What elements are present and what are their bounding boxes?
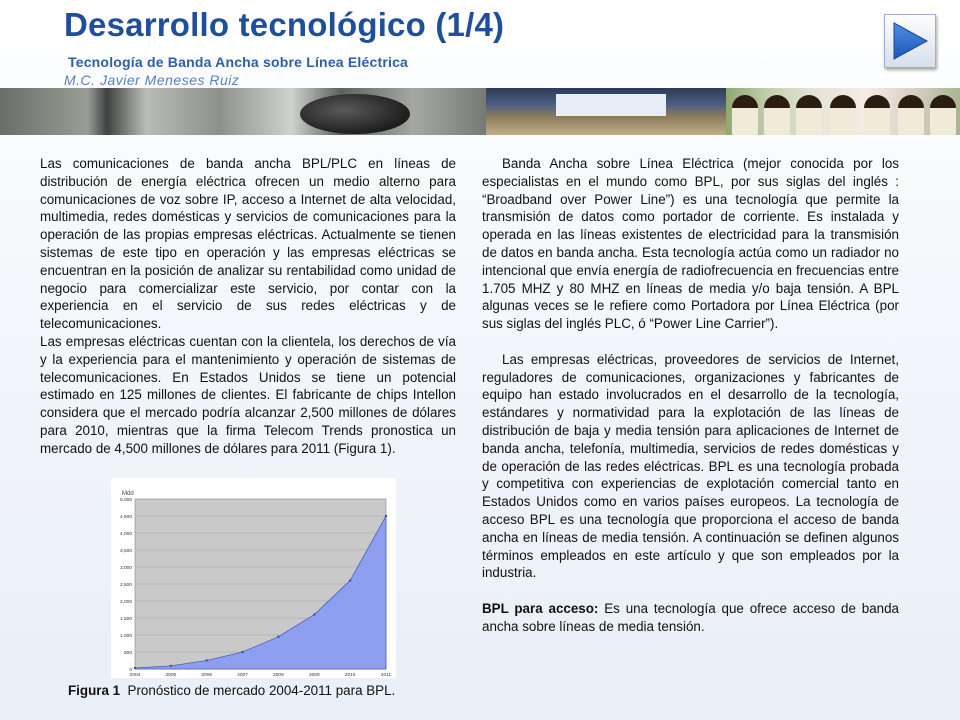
header-photo-strip — [0, 88, 960, 135]
chart-svg — [111, 478, 396, 678]
paragraph: Las empresas eléctricas, proveedores de servicios de Internet, reguladores de comunicaciones, organizaciones y fabricantes de equipo han estado involucrados en el desarrollo de la tecnología, estándares y normatividad para la explotación de las líneas de distribución de baja y media tensión para aplicaciones de Internet de banda ancha, telefonía, multimedia, servicios de redes domésticas y de operación de las redes eléctricas. BPL es una tecnología probada y competitiva con experiencias de explotación comercial tanto en Estados Unidos como en varios países europeos. La tecnología de acceso BPL es una tecnología que proporciona el acceso de banda ancha en líneas de media tensión. A continuación se definen algunos términos empleados en este artículo y que son empleados por la industria. — [482, 351, 899, 581]
next-slide-button[interactable] — [884, 14, 936, 68]
x-tick-label: 2010 — [344, 673, 356, 678]
figure-caption-label: Figura 1 — [68, 683, 121, 698]
y-tick-label: 500 — [123, 651, 132, 656]
paragraph: Las comunicaciones de banda ancha BPL/PLC en líneas de distribución de energía eléctrica ofrecen un medio alterno para comunicaciones de voz sobre IP, acceso a Internet de alta velocidad, multimedia, redes domésticas y servicios de comunicaciones para la operación de las propias empresas eléctricas. Actualmente se tienen sistemas de este tipo en operación y las empresas eléctricas se encuentran en la posición de analizar su rentabilidad como unidad de negocio para comercializar este servicio, por contar con la experiencia en el servicio de sus redes eléctricas y de telecomunicaciones. — [40, 156, 456, 332]
y-axis-label: Mdd — [122, 491, 134, 497]
definition-term: BPL para acceso: — [482, 600, 599, 616]
figure-caption-text: Pronóstico de mercado 2004-2011 para BPL. — [120, 683, 396, 698]
x-tick-label: 2005 — [165, 673, 177, 678]
substation-lamp-photo — [0, 88, 486, 135]
definition-text: Es una tecnología que ofrece acceso de banda ancha sobre líneas de media tensión. — [482, 600, 899, 634]
data-point — [170, 665, 172, 667]
data-point — [349, 579, 351, 581]
x-tick-label: 2008 — [273, 673, 284, 678]
paragraph: Las empresas eléctricas cuentan con la clientela, los derechos de vía y la experiencia para el mantenimiento y operación de sistemas de telecomunicaciones. En Estados Unidos se tiene un potencial estimado en 125 millones de clientes. El fabricante de chips Intellon considera que el mercado podría alcanzar 2,500 millones de dólares para 2010, mientras que la firma Telecom Trends pronostica un mercado de 4,500 millones de dólares para 2011 (Figura 1). — [40, 333, 456, 456]
figure-caption — [68, 683, 395, 698]
data-point — [241, 651, 243, 653]
x-tick-label: 2004 — [129, 673, 141, 678]
classroom-photo — [486, 88, 726, 135]
paragraph: Banda Ancha sobre Línea Eléctrica (mejor conocida por los especialistas en el mundo como BPL, por sus siglas del inglés : “Broadband over Power Line”) es una tecnología que permite la transmisión de datos como portador de corriente. Es instalada y operada en las líneas existentes de electricidad para la transmisión de datos en banda ancha. Esta tecnología actúa como un radiador no intencional que envía energía de radiofrecuencia en frecuencias entre 1.705 MHZ y 80 MHZ en líneas de media y/o baja tensión. A BPL algunas veces se le refiere como Portadora por Línea Eléctrica (por sus siglas del inglés PLC, ó “Power Line Carrier”). — [482, 156, 899, 332]
y-tick-label: 1,500 — [119, 617, 132, 622]
data-point — [206, 659, 208, 661]
y-tick-label: 1,000 — [119, 634, 132, 639]
x-tick-label: 2007 — [237, 673, 248, 678]
page-title: Desarrollo tecnológico (1/4) — [64, 6, 505, 43]
right-text-column — [482, 155, 899, 636]
x-tick-label: 2009 — [308, 673, 320, 678]
data-point — [134, 667, 136, 669]
definition — [482, 600, 899, 636]
y-tick-label: 2,000 — [119, 600, 132, 605]
y-tick-label: 5,000 — [119, 498, 132, 503]
x-tick-label: 2011 — [380, 673, 392, 678]
y-tick-label: 3,000 — [119, 566, 132, 571]
market-forecast-chart — [111, 478, 396, 678]
y-tick-label: 0 — [129, 668, 132, 673]
author-name: M.C. Javier Meneses Ruiz — [64, 72, 240, 88]
left-text-column — [40, 155, 456, 458]
y-tick-label: 3,500 — [119, 549, 132, 554]
page-subtitle: Tecnología de Banda Ancha sobre Línea Eléctrica — [68, 54, 409, 70]
group-photo — [726, 88, 960, 135]
y-tick-label: 4,500 — [119, 515, 132, 520]
data-point — [313, 613, 315, 615]
play-next-icon — [885, 15, 935, 67]
data-point — [385, 515, 387, 517]
y-tick-label: 4,000 — [119, 532, 132, 537]
x-tick-label: 2006 — [201, 673, 213, 678]
data-point — [277, 636, 279, 638]
y-tick-label: 2,500 — [119, 583, 132, 588]
